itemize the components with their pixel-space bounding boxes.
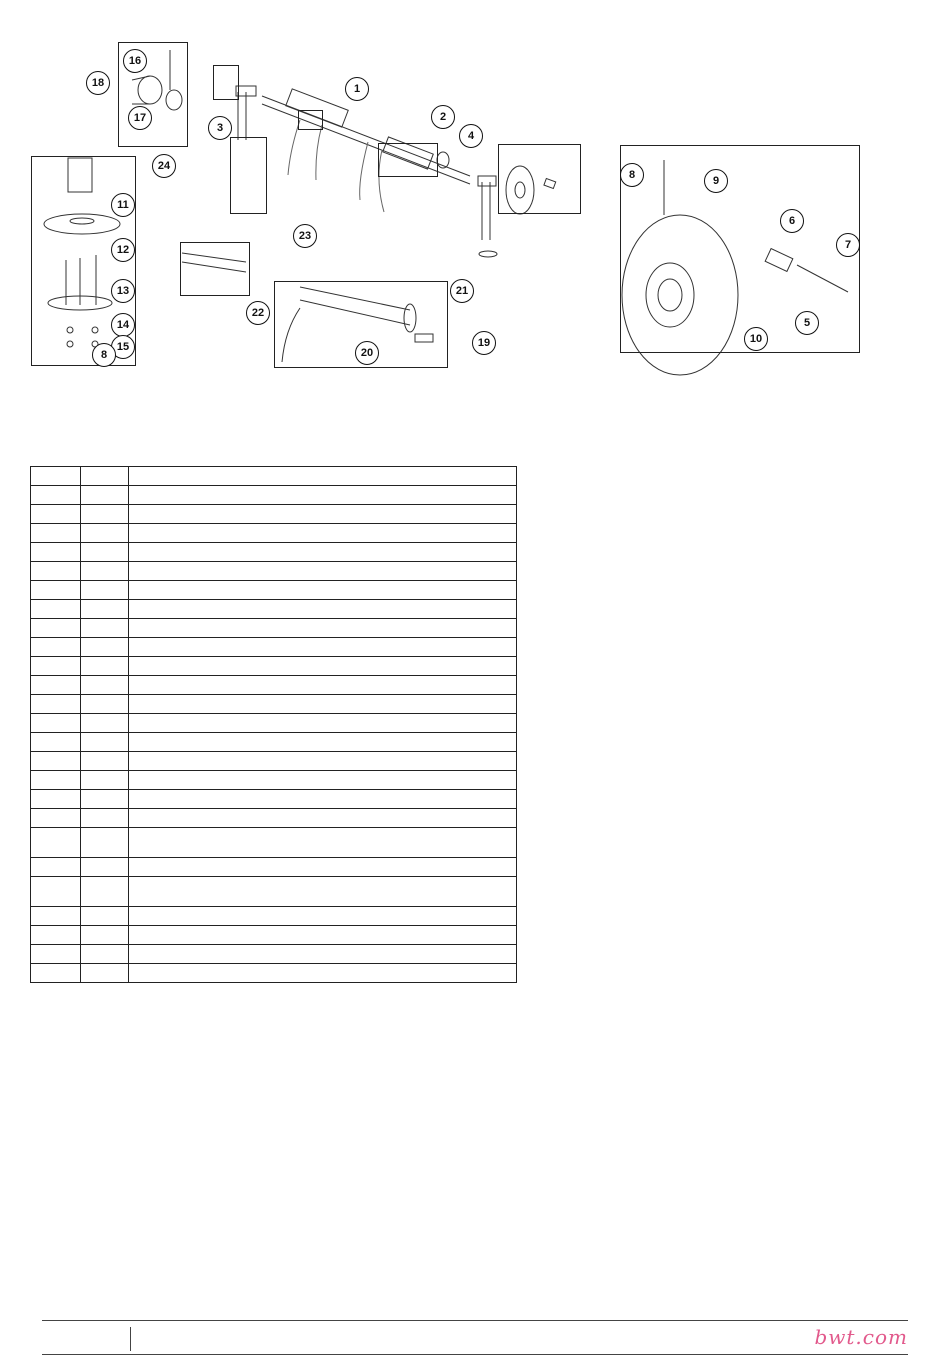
callout-22: 22 — [246, 301, 270, 325]
table-cell — [81, 877, 129, 907]
table-cell — [31, 600, 81, 619]
callout-8b: 8 — [92, 343, 116, 367]
table-row — [31, 752, 517, 771]
table-cell — [31, 907, 81, 926]
footer-rule-bottom — [42, 1354, 908, 1355]
callout-12: 12 — [111, 238, 135, 262]
table-row — [31, 695, 517, 714]
table-cell — [31, 619, 81, 638]
callout-23: 23 — [293, 224, 317, 248]
table-cell — [31, 467, 81, 486]
callout-24: 24 — [152, 154, 176, 178]
table-cell — [81, 600, 129, 619]
table-cell — [81, 733, 129, 752]
callout-2: 2 — [431, 105, 455, 129]
callout-21: 21 — [450, 279, 474, 303]
detail-box-wheel-small — [498, 144, 581, 214]
table-cell — [129, 657, 517, 676]
table-cell — [129, 676, 517, 695]
callout-17: 17 — [128, 106, 152, 130]
table-cell — [81, 543, 129, 562]
callout-13: 13 — [111, 279, 135, 303]
callout-4: 4 — [459, 124, 483, 148]
table-cell — [31, 858, 81, 877]
table-row — [31, 657, 517, 676]
table-cell — [81, 657, 129, 676]
table-cell — [129, 638, 517, 657]
table-cell — [129, 964, 517, 983]
table-cell — [31, 752, 81, 771]
table-cell — [129, 926, 517, 945]
table-row — [31, 733, 517, 752]
table-cell — [31, 676, 81, 695]
detail-box-profile-small — [180, 242, 250, 296]
detail-box-cap — [213, 65, 239, 100]
table-row — [31, 543, 517, 562]
table-cell — [129, 562, 517, 581]
table-cell — [31, 638, 81, 657]
table-cell — [81, 907, 129, 926]
table-cell — [81, 486, 129, 505]
table-cell — [81, 858, 129, 877]
table-cell — [129, 467, 517, 486]
table-row — [31, 858, 517, 877]
table-cell — [31, 771, 81, 790]
table-cell — [81, 964, 129, 983]
callout-3: 3 — [208, 116, 232, 140]
table-cell — [129, 543, 517, 562]
table-cell — [81, 676, 129, 695]
callout-15: 15 — [111, 335, 135, 359]
table-cell — [31, 714, 81, 733]
table-cell — [81, 505, 129, 524]
table-cell — [81, 581, 129, 600]
callout-19: 19 — [472, 331, 496, 355]
table-cell — [31, 505, 81, 524]
table-row — [31, 926, 517, 945]
table-row — [31, 828, 517, 858]
table-cell — [129, 733, 517, 752]
table-row — [31, 945, 517, 964]
table-cell — [31, 828, 81, 858]
table-row — [31, 877, 517, 907]
table-cell — [81, 695, 129, 714]
table-row — [31, 790, 517, 809]
table-cell — [31, 486, 81, 505]
parts-table — [30, 466, 517, 983]
callout-1: 1 — [345, 77, 369, 101]
callout-16: 16 — [123, 49, 147, 73]
brand-logo[interactable]: bwt.com — [814, 1325, 908, 1349]
callout-11: 11 — [111, 193, 135, 217]
callout-6: 6 — [780, 209, 804, 233]
table-row — [31, 524, 517, 543]
table-cell — [129, 581, 517, 600]
callout-7: 7 — [836, 233, 860, 257]
table-cell — [129, 695, 517, 714]
detail-box-leg-fixing — [230, 137, 267, 214]
table-row — [31, 562, 517, 581]
table-cell — [129, 714, 517, 733]
callout-8a: 8 — [620, 163, 644, 187]
table-cell — [31, 733, 81, 752]
callout-10: 10 — [744, 327, 768, 351]
table-cell — [129, 809, 517, 828]
table-cell — [129, 486, 517, 505]
table-cell — [81, 945, 129, 964]
table-cell — [81, 619, 129, 638]
table-cell — [31, 790, 81, 809]
table-cell — [81, 809, 129, 828]
table-row — [31, 638, 517, 657]
table-row — [31, 714, 517, 733]
table-row — [31, 486, 517, 505]
detail-box-wheel-large — [620, 145, 860, 353]
table-row — [31, 771, 517, 790]
callout-20: 20 — [355, 341, 379, 365]
table-cell — [129, 752, 517, 771]
footer-separator — [130, 1327, 131, 1351]
strap-lines — [288, 120, 384, 212]
table-row — [31, 676, 517, 695]
table-cell — [81, 771, 129, 790]
table-row — [31, 809, 517, 828]
table-cell — [129, 828, 517, 858]
table-row — [31, 964, 517, 983]
table-row — [31, 467, 517, 486]
table-cell — [81, 828, 129, 858]
table-row — [31, 581, 517, 600]
table-cell — [31, 562, 81, 581]
table-cell — [129, 505, 517, 524]
callout-18: 18 — [86, 71, 110, 95]
table-cell — [31, 695, 81, 714]
table-row — [31, 619, 517, 638]
table-cell — [129, 945, 517, 964]
table-cell — [129, 790, 517, 809]
right-leg — [478, 176, 497, 257]
table-cell — [81, 638, 129, 657]
table-cell — [31, 964, 81, 983]
footer-rule-top — [42, 1320, 908, 1321]
table-cell — [31, 543, 81, 562]
callout-14: 14 — [111, 313, 135, 337]
table-cell — [31, 926, 81, 945]
table-cell — [81, 790, 129, 809]
detail-box-tube-end — [378, 143, 438, 177]
table-cell — [81, 752, 129, 771]
table-cell — [81, 467, 129, 486]
table-cell — [31, 945, 81, 964]
table-cell — [31, 809, 81, 828]
table-cell — [81, 714, 129, 733]
left-leg — [236, 86, 256, 140]
table-cell — [129, 619, 517, 638]
callout-9: 9 — [704, 169, 728, 193]
callout-5: 5 — [795, 311, 819, 335]
table-cell — [129, 877, 517, 907]
roller-tube — [262, 89, 470, 184]
table-cell — [31, 877, 81, 907]
table-cell — [129, 907, 517, 926]
table-cell — [129, 600, 517, 619]
table-cell — [129, 771, 517, 790]
table-row — [31, 600, 517, 619]
table-cell — [81, 562, 129, 581]
table-row — [31, 907, 517, 926]
table-row — [31, 505, 517, 524]
table-cell — [31, 657, 81, 676]
table-cell — [129, 858, 517, 877]
table-cell — [31, 524, 81, 543]
detail-box-tube-zoom — [298, 110, 323, 130]
table-cell — [129, 524, 517, 543]
table-cell — [81, 926, 129, 945]
table-cell — [81, 524, 129, 543]
table-cell — [31, 581, 81, 600]
